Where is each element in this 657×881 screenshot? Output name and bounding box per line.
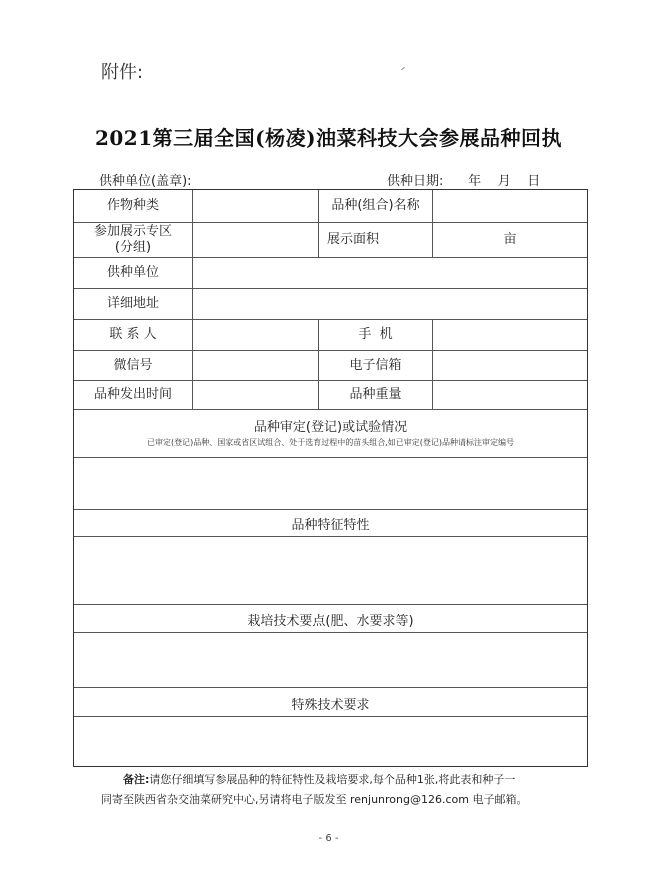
crop-type-field[interactable] bbox=[193, 190, 318, 222]
supply-date-label: 供种日期: 年 月 日 bbox=[387, 174, 541, 189]
display-area-label: 展示面积 bbox=[327, 232, 380, 247]
zone-field[interactable] bbox=[193, 223, 318, 257]
traits-field[interactable] bbox=[74, 537, 587, 604]
email-label: 电子信箱 bbox=[349, 357, 402, 373]
supplier-seal-label: 供种单位(盖章): bbox=[99, 174, 192, 189]
receipt-form-table bbox=[73, 189, 588, 767]
contact-field[interactable] bbox=[193, 320, 318, 350]
special-section-title: 特殊技术要求 bbox=[291, 698, 370, 713]
email-field[interactable] bbox=[433, 351, 587, 380]
footnote-line2: 同寄至陕西省杂交油菜研究中心,另请将电子版发至 renjunrong@126.com 电子邮箱。 bbox=[101, 793, 528, 806]
zone-label-line1: 参加展示专区 bbox=[93, 224, 172, 239]
crop-type-label: 作物种类 bbox=[106, 198, 159, 213]
ship-time-label: 品种发出时间 bbox=[93, 387, 172, 402]
footnote-label: 备注: bbox=[123, 773, 150, 786]
footnote bbox=[101, 770, 581, 810]
variety-name-field[interactable] bbox=[433, 190, 587, 222]
supplier-unit-field[interactable] bbox=[193, 258, 587, 288]
address-label: 详细地址 bbox=[106, 296, 159, 311]
form-title: 2021第三届全国(杨凌)油菜科技大会参展品种回执 bbox=[94, 126, 563, 150]
area-unit: 亩 bbox=[503, 232, 517, 247]
page-number: - 6 - bbox=[318, 833, 339, 844]
wechat-label: 微信号 bbox=[113, 357, 153, 373]
footnote-line1 bbox=[101, 770, 581, 790]
footnote-text1: 请您仔细填写参展品种的特征特性及栽培要求,每个品种1张,将此表和种子一 bbox=[149, 773, 516, 786]
phone-label: 手 机 bbox=[358, 327, 393, 342]
variety-name-label: 品种(组合)名称 bbox=[331, 198, 420, 213]
contact-label: 联 系 人 bbox=[109, 327, 157, 342]
cultivation-section-title: 栽培技术要点(肥、水要求等) bbox=[247, 614, 414, 629]
approval-section-note: 已审定(登记)品种、国家或省区试组合、处于选育过程中的苗头组合,如已审定(登记)品种请标注审定编号 bbox=[146, 438, 515, 447]
approval-field[interactable] bbox=[74, 458, 587, 509]
attachment-label: 附件: bbox=[101, 62, 144, 83]
address-field[interactable] bbox=[193, 289, 587, 319]
approval-section-title: 品种审定(登记)或试验情况 bbox=[253, 420, 408, 435]
phone-field[interactable] bbox=[433, 320, 587, 350]
wechat-field[interactable] bbox=[193, 351, 318, 380]
traits-section-title: 品种特征特性 bbox=[291, 518, 370, 533]
weight-field[interactable] bbox=[433, 381, 587, 409]
zone-label bbox=[74, 223, 192, 257]
supplier-unit-label: 供种单位 bbox=[106, 265, 159, 280]
special-field[interactable] bbox=[74, 717, 587, 766]
display-area-field[interactable] bbox=[433, 223, 587, 257]
cultivation-field[interactable] bbox=[74, 633, 587, 687]
scan-mark bbox=[401, 67, 405, 70]
weight-label: 品种重量 bbox=[349, 387, 402, 402]
zone-label-line2: (分组) bbox=[114, 240, 152, 255]
ship-time-field[interactable] bbox=[193, 381, 318, 409]
